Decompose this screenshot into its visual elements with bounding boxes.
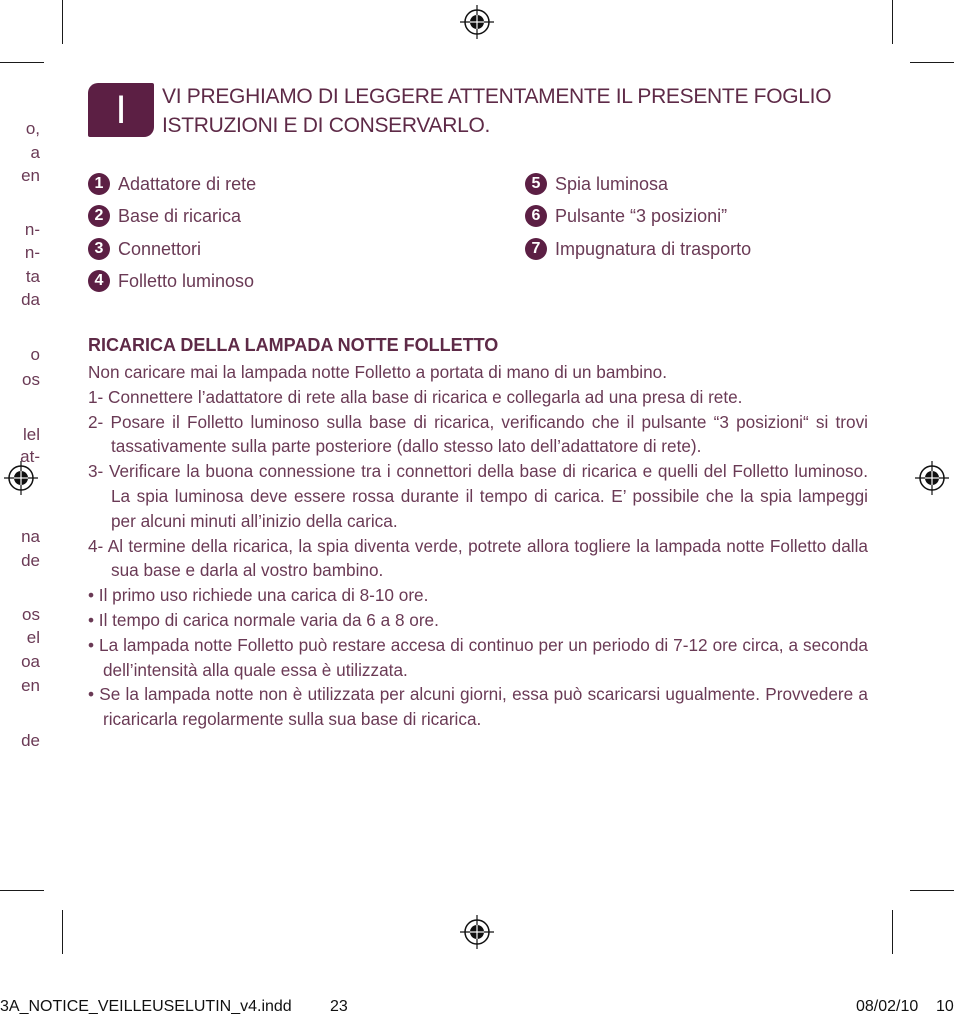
part-label: Adattatore di rete	[118, 173, 257, 194]
part-item	[525, 238, 751, 260]
bleed-fragment: na	[21, 527, 40, 546]
part-label: Pulsante “3 posizioni”	[555, 205, 728, 226]
part-item	[88, 238, 201, 260]
crop-mark	[0, 890, 44, 891]
bullet-item: • Il primo uso richiede una carica di 8-10 ore.	[88, 585, 429, 606]
part-number-badge: 4	[88, 270, 110, 292]
instruction-step: 3- Verificare la buona connessione tra i connettori della base di ricarica e quelli del Folletto luminoso. La spia luminosa deve essere rossa durante il tempo di carica. E’ possibile che la spia lampeggi per alcuni minuti all’inizio della carica.	[88, 461, 868, 531]
footer-date: 08/02/10	[856, 998, 919, 1015]
bleed-fragment: n-	[24, 220, 40, 239]
intro-paragraph: Non caricare mai la lampada notte Folletto a portata di mano di un bambino.	[88, 362, 667, 382]
part-item	[525, 205, 727, 227]
part-label: Spia luminosa	[555, 173, 669, 194]
bleed-fragment: a	[30, 143, 40, 162]
part-label: Impugnatura di trasporto	[555, 238, 752, 259]
part-number-badge: 7	[525, 238, 547, 260]
registration-mark-icon	[915, 461, 949, 495]
bleed-fragment: oa	[21, 652, 40, 671]
bleed-fragment: da	[21, 290, 40, 309]
crop-mark	[910, 890, 954, 891]
part-item	[88, 270, 254, 292]
instruction-step: 2- Posare il Folletto luminoso sulla base di ricarica, verificando che il pulsante “3 posizioni“ si trovi tassativamente sulla parte posteriore (dallo stesso lato dell’adattatore di rete).	[88, 411, 868, 457]
part-number-badge: 5	[525, 173, 547, 195]
part-item	[88, 205, 241, 227]
bleed-fragment: el	[26, 628, 40, 647]
language-tab	[88, 83, 154, 137]
crop-mark	[892, 0, 893, 44]
part-number-badge: 1	[88, 173, 110, 195]
crop-mark	[910, 62, 954, 63]
bleed-fragment: de	[21, 551, 40, 570]
bullet-item: • Se la lampada notte non è utilizzata per alcuni giorni, essa può scaricarsi ugualmente. Provvedere a ricaricarla regolarmente sulla sua base di ricarica.	[88, 684, 868, 730]
part-number-badge: 2	[88, 205, 110, 227]
section-title: RICARICA DELLA LAMPADA NOTTE FOLLETTO	[88, 335, 499, 355]
crop-mark	[62, 0, 63, 44]
bleed-fragment: lel	[22, 425, 40, 444]
section-body	[88, 360, 868, 732]
bullet-item: • Il tempo di carica normale varia da 6 a 8 ore.	[88, 609, 439, 630]
bleed-fragment: at-	[20, 447, 40, 466]
page-heading: VI PREGHIAMO DI LEGGERE ATTENTAMENTE IL PRESENTE FOGLIO ISTRUZIONI E DI CONSERVARLO.	[162, 85, 832, 137]
instruction-step: 1- Connettere l’adattatore di rete alla base di ricarica e collegarla ad una presa di rete.	[88, 386, 743, 407]
registration-mark-icon	[460, 5, 494, 39]
crop-mark	[892, 910, 893, 954]
bleed-fragment: os	[22, 605, 40, 624]
language-letter: I	[115, 88, 127, 132]
bleed-fragment: en	[21, 166, 40, 185]
footer-page-number: 23	[330, 998, 348, 1015]
part-label: Connettori	[118, 238, 202, 259]
instruction-step: 4- Al termine della ricarica, la spia diventa verde, potrete allora togliere la lampada notte Folletto dalla sua base e darla al vostro bambino.	[88, 535, 868, 581]
part-number-badge: 6	[525, 205, 547, 227]
bleed-fragment: os	[22, 370, 40, 389]
bullet-item: • La lampada notte Folletto può restare accesa di continuo per un periodo di 7-12 ore circa, a seconda dell’intensità alla quale essa è utilizzata.	[88, 634, 868, 680]
crop-mark	[62, 910, 63, 954]
part-item	[88, 173, 256, 195]
part-item	[525, 173, 668, 195]
part-label: Folletto luminoso	[118, 270, 255, 291]
footer-time: 10	[936, 998, 954, 1015]
bleed-fragment: n-	[24, 243, 40, 262]
footer-filename: 3A_NOTICE_VEILLEUSELUTIN_v4.indd	[0, 998, 292, 1015]
registration-mark-icon	[460, 915, 494, 949]
bleed-fragment: de	[21, 731, 40, 750]
bleed-fragment: o,	[25, 119, 40, 138]
bleed-fragment: ta	[25, 267, 40, 286]
part-label: Base di ricarica	[118, 205, 242, 226]
crop-mark	[0, 62, 44, 63]
part-number-badge: 3	[88, 238, 110, 260]
bleed-fragment: o	[30, 345, 40, 364]
bleed-fragment: en	[21, 676, 40, 695]
